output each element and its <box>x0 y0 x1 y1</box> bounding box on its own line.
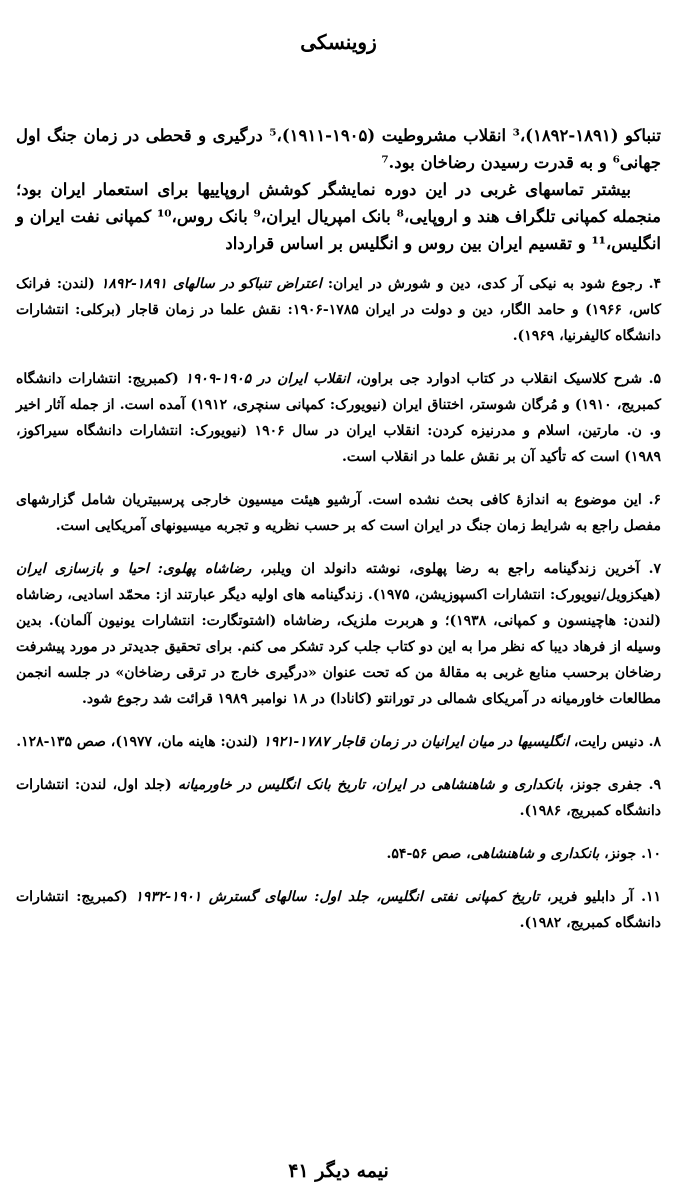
main-text <box>16 122 661 257</box>
footnote-9: ۹. جفری جونز، بانکداری و شاهنشاهی در ایران، تاریخ بانک انگلیس در خاورمیانه (جلد اول، لندن: انتشارات دانشگاه کمبریج، ۱۹۸۶). <box>16 777 662 819</box>
footnote-5: ۵. شرح کلاسیک انقلاب در کتاب ادوارد جی براون، انقلاب ایران در ۱۹۰۵-۱۹۰۹ (کمبریج: انتشارات دانشگاه کمبریج، ۱۹۱۰) و مُرگان شوستر، اختناق ایران (نیویورک: کمپانی سنچری، ۱۹۱۲) آمده است. از جمله آثار اخیر و. ن. مارتین، اسلام و مدرنیزه کردن: انقلاب ایران در سال ۱۹۰۶ (نیویورک: انتشارات دانشگاه سیراکوز، ۱۹۸۹) است که تأکید آن بر نقش علما در انقلاب است. <box>16 371 662 465</box>
paragraph-1: تنباکو (۱۸۹۱-۱۸۹۲)،³ انقلاب مشروطیت (۱۹۰۵-۱۹۱۱)،⁵ درگیری و قحطی در زمان جنگ اول جهانی⁶ و به قدرت رسیدن رضاخان بود.⁷ <box>16 126 661 172</box>
footnote-11: ۱۱. آر دابلیو فریر، تاریخ کمپانی نفتی انگلیس، جلد اول: سالهای گسترش ۱۹۰۱-۱۹۳۲ (کمبریج: انتشارات دانشگاه کمبریج، ۱۹۸۲). <box>16 889 661 931</box>
footnote-7: ۷. آخرین زندگینامه راجع به رضا پهلوی، نوشته دانولد ان ویلبر، رضاشاه پهلوی: احیا و بازسازی ایران (هیکزویل/نیویورک: انتشارات اکسپوزیشن، ۱۹۷۵). زندگینامه های اولیه دیگر عبارتند از: محمّد اسادیی، رضاشاه (لندن: هاچینسون و کمپانی، ۱۹۳۸)؛ و هربرت ملزیک، رضاشاه (اشتوتگارت: انتشارات یونیون آلمان). بدین وسیله از فرهاد دیبا که نظر مرا به این دو کتاب جلب کرد تشکر می کنم. برای تحقیق جدیدتر در مورد پیشرفت رضاخان برحسب منابع غربی به مقالهٔ من که تحت عنوان «درگیری خارج در ترقی رضاخان» در جلسه انجمن مطالعات خاورمیانه در آمریکای شمالی در تورانتو (کانادا) در ۱۸ نوامبر ۱۹۸۹ قرائت شد رجوع شود. <box>16 561 662 707</box>
page-footer: نیمه دیگر ۴۱ <box>288 1160 389 1182</box>
footnote-6: ۶. این موضوع به اندازهٔ کافی بحث نشده است. آرشیو هیئت میسیون خارجی پرسبیتریان شامل گزارشهای مفصل راجع به شرایط زمان جنگ در ایران است که بر حسب نظریه و تجربه میسیونهای آمریکایی است. <box>16 492 661 534</box>
footnote-8: ۸. دنیس رایت، انگلیسیها در میان ایرانیان در زمان قاجار ۱۷۸۷-۱۹۲۱ (لندن: هاینه مان، ۱۹۷۷)، صص ۱۳۵-۱۲۸. <box>16 734 661 750</box>
footnote-4: ۴. رجوع شود به نیکی آر کدی، دین و شورش در ایران: اعتراض تنباکو در سالهای ۱۸۹۱-۱۸۹۲ (لندن: فرانک کاس، ۱۹۶۶) و حامد الگار، دین و دولت در ایران ۱۷۸۵-۱۹۰۶: نقش علما در زمان قاجار (برکلی: انتشارات دانشگاه کالیفرنیا، ۱۹۶۹). <box>16 276 661 344</box>
running-header: زوینسکی <box>300 30 377 54</box>
paragraph-2: بیشتر تماسهای غربی در این دوره نمایشگر کوشش اروپاییها برای استعمار ایران بود؛ منجمله کمپانی تلگراف هند و اروپایی،⁸ بانک امپریال ایران،⁹ بانک روس،¹⁰ کمپانی نفت ایران و انگلیس،¹¹ و تقسیم ایران بین روس و انگلیس بر اساس قرارداد <box>16 180 661 253</box>
footnotes <box>16 271 661 936</box>
footnote-10: ۱۰. جونز، بانکداری و شاهنشاهی، صص ۵۶-۵۴. <box>386 846 661 862</box>
